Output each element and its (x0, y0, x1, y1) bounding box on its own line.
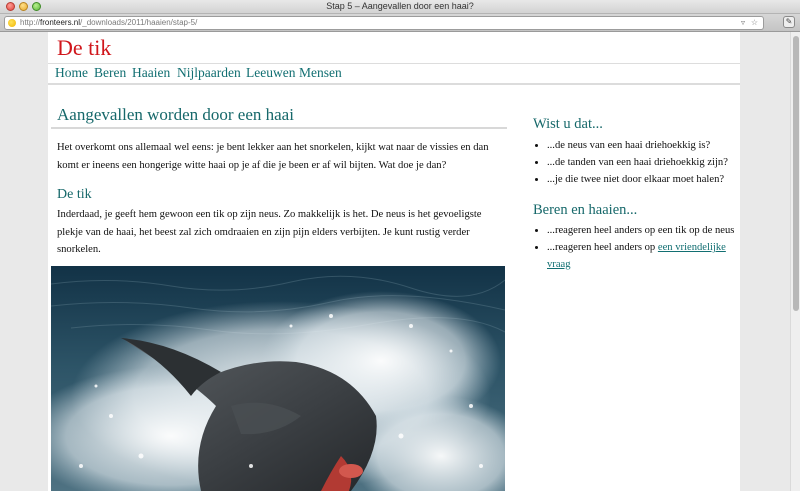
section-title: De tik (57, 187, 92, 202)
bookmark-icon[interactable]: ☆ (750, 18, 758, 27)
page-viewport (0, 32, 790, 491)
window-titlebar (0, 0, 800, 14)
wist-list (533, 137, 737, 188)
site-title: De tik (57, 35, 112, 60)
nav-leeuwen[interactable]: Leeuwen (246, 65, 296, 80)
beren-list (533, 222, 737, 273)
nav-mensen[interactable]: Mensen (299, 65, 342, 80)
page-container (48, 32, 740, 491)
list-item (547, 239, 737, 273)
nav-home[interactable]: Home (55, 65, 88, 80)
url-path: /_downloads/2011/haaien/stap-5/ (80, 18, 198, 27)
sidebar-title-beren: Beren en haaien... (533, 202, 638, 218)
list-item: • ...reageren heel anders op een tik op de neus (547, 222, 737, 239)
vriendelijke-vraag-link[interactable]: een vriendelijke vraag (547, 242, 726, 270)
nav-beren[interactable]: Beren (94, 65, 127, 80)
list-item: • ...de tanden van een haai driehoekkig zijn? (547, 154, 737, 171)
site-header (48, 32, 740, 64)
intro-paragraph: Het overkomt ons allemaal wel eens: je bent lekker aan het snorkelen, kijkt wat naar de vissies en dan komt er ineens een hongerige witte haai op je af die je been er af wil bijten. Wat doe je dan? (57, 142, 489, 171)
title-divider (51, 127, 507, 129)
url-text[interactable] (20, 17, 197, 29)
list-item-text: ...reageren heel anders op (547, 242, 658, 253)
url-host: fronteers.nl (40, 18, 81, 27)
extension-icon[interactable]: ✎ (783, 16, 795, 28)
url-prefix: http:// (20, 18, 41, 27)
window-title: Stap 5 – Aangevallen door een haai? (326, 1, 474, 11)
article-title: Aangevallen worden door een haai (57, 105, 294, 124)
sidebar-title-wist: Wist u dat... (533, 116, 603, 132)
browser-toolbar (0, 14, 800, 32)
site-favicon-icon (8, 19, 16, 27)
shark-photo (51, 266, 505, 491)
vertical-scrollbar[interactable] (790, 32, 800, 491)
nav-haaien[interactable]: Haaien (132, 65, 171, 80)
section-paragraph: Inderdaad, je geeft hem gewoon een tik op zijn neus. Zo makkelijk is het. De neus is het gevoeligste plekje van de haai, het beest zal zich omdraaien en zijn pijn elders verbijten. Je kunt rustig verder snorkelen. (57, 209, 482, 255)
address-bar[interactable] (4, 16, 764, 30)
scroll-thumb[interactable] (793, 36, 799, 311)
main-nav (48, 64, 740, 85)
nav-nijlpaarden[interactable]: Nijlpaarden (177, 65, 241, 80)
list-item: • ...je die twee niet door elkaar moet halen? (547, 171, 737, 188)
reader-icon[interactable]: ▿ (740, 18, 745, 27)
list-item: • ...de neus van een haai driehoekkig is? (547, 137, 737, 154)
